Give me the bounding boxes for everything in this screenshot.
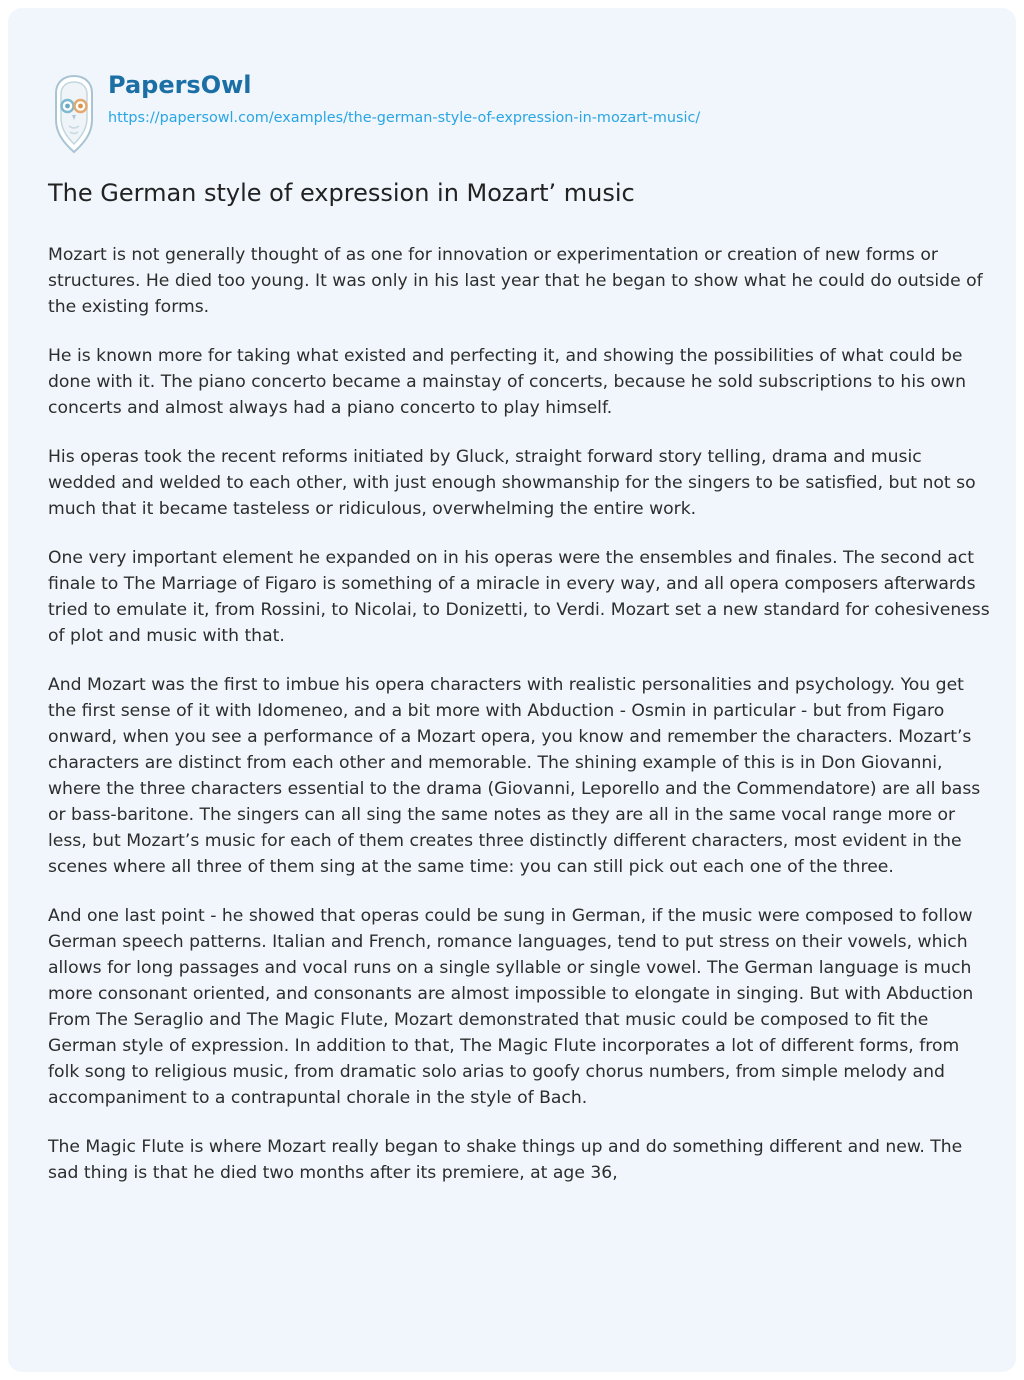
- paragraph: His operas took the recent reforms initiated by Gluck, straight forward story telling, drama and music wedded and welded to each other, with just enough showmanship for the singers to be satisfied, but not so much that it became tasteless or ridiculous, overwhelming the entire work.: [48, 447, 976, 519]
- paragraph: Mozart is not generally thought of as one for innovation or experimentation or creation of new forms or structures. He died too young. It was only in his last year that he began to show what he could do outside of the existing forms.: [48, 245, 983, 317]
- brand-block: [108, 68, 700, 128]
- brand-name[interactable]: PapersOwl: [108, 71, 252, 99]
- document-card: [8, 8, 1016, 1372]
- paragraph: And one last point - he showed that operas could be sung in German, if the music were composed to follow German speech patterns. Italian and French, romance languages, tend to put stress on their vowels, which allows for long passages and vocal runs on a single syllable or single vowel. The German language is much more consonant oriented, and consonants are almost impossible to elongate in singing. But with Abduction From The Seraglio and The Magic Flute, Mozart demonstrated that music could be composed to fit the German style of expression. In addition to that, The Magic Flute incorporates a lot of different forms, from folk song to religious music, from dramatic solo arias to goofy chorus numbers, from simple melody and accompaniment to a contrapuntal chorale in the style of Bach.: [48, 906, 974, 1108]
- site-header: [54, 68, 700, 148]
- paragraph: He is known more for taking what existed and perfecting it, and showing the possibilities of what could be done with it. The piano concerto became a mainstay of concerts, because he sold subscriptions to his own concerts and almost always had a piano concerto to play himself.: [48, 346, 966, 418]
- paragraph: One very important element he expanded on in his operas were the ensembles and finales. The second act finale to The Marriage of Figaro is something of a miracle in every way, and all opera composers afterwards tried to emulate it, from Rossini, to Nicolai, to Donizetti, to Verdi. Mozart set a new standard for cohesiveness of plot and music with that.: [48, 548, 990, 646]
- paragraph: And Mozart was the first to imbue his opera characters with realistic personalities and psychology. You get the first sense of it with Idomeneo, and a bit more with Abduction - Osmin in particular - but from Figaro onward, when you see a performance of a Mozart opera, you know and remember the characters. Mozart’s characters are distinct from each other and memorable. The shining example of this is in Don Giovanni, where the three characters essential to the drama (Giovanni, Leporello and the Commendatore) are all bass or bass-baritone. The singers can all sing the same notes as they are all in the same vocal range more or less, but Mozart’s music for each of them creates three distinctly different characters, most evident in the scenes where all three of them sing at the same time: you can still pick out each one of the three.: [48, 675, 981, 877]
- paragraph: The Magic Flute is where Mozart really began to shake things up and do something different and new. The sad thing is that he died two months after its premiere, at age 36,: [48, 1137, 963, 1183]
- article-title: The German style of expression in Mozart’ music: [48, 179, 635, 207]
- article-body: [48, 242, 992, 1209]
- source-url-link[interactable]: https://papersowl.com/examples/the-german-style-of-expression-in-mozart-music/: [108, 110, 701, 126]
- owl-logo-icon: [54, 74, 94, 154]
